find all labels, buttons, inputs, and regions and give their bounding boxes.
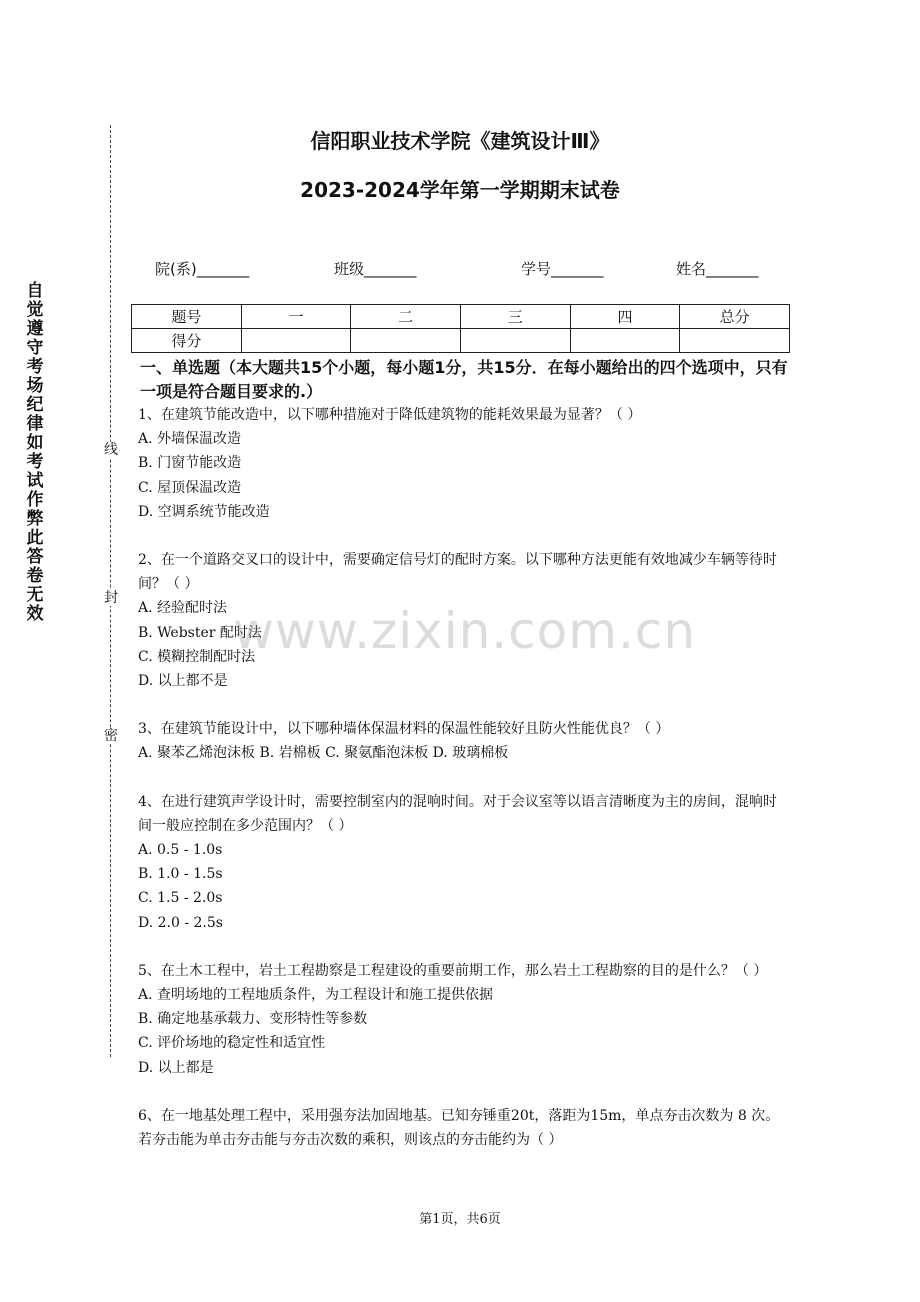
question-1 [138, 403, 788, 524]
question-option: D. 以上都是 [138, 1059, 214, 1076]
question-6 [138, 1104, 788, 1152]
score-cell [351, 329, 461, 353]
dept-field: 院(系)_______ [155, 260, 250, 278]
question-option: D. 空调系统节能改造 [138, 503, 270, 520]
question-option: A. 经验配时法 [138, 600, 228, 617]
exam-subtitle: 2023-2024学年第一学期期末试卷 [300, 178, 620, 202]
score-header-cell: 题号 [132, 305, 242, 329]
seal-line-char: 线 [104, 442, 118, 458]
score-header-cell: 二 [351, 305, 461, 329]
question-stem: 1、在建筑节能改造中，以下哪种措施对于降低建筑物的能耗效果最为显著？（ ） [138, 407, 642, 423]
score-header-cell: 三 [460, 305, 570, 329]
section-heading: 一、单选题（本大题共15个小题，每小题1分，共15分．在每小题给出的四个选项中，只有一项是符合题目要求的.） [140, 358, 788, 401]
seal-secret-char: 密 [104, 728, 118, 744]
score-cell [680, 329, 790, 353]
question-option: B. 门窗节能改造 [138, 455, 242, 472]
seal-seal-char: 封 [104, 590, 118, 606]
question-stem: 5、在土木工程中，岩土工程勘察是工程建设的重要前期工作，那么岩土工程勘察的目的是什么？（ ） [138, 962, 768, 979]
page-footer: 第1页，共6页 [419, 1212, 501, 1227]
question-option: C. 评价场地的稳定性和适宜性 [138, 1035, 326, 1052]
question-option: A. 0.5 - 1.0s [138, 842, 223, 859]
question-option: C. 屋顶保温改造 [138, 479, 242, 496]
exam-discipline-notice: 自觉遵守考场纪律如考试作弊此答卷无效 [26, 281, 44, 624]
question-option: D. 以上都不是 [138, 673, 228, 690]
question-option: A. 外墙保温改造 [138, 431, 242, 448]
question-option: C. 模糊控制配时法 [138, 648, 256, 665]
question-3 [138, 717, 788, 765]
score-table [131, 304, 790, 353]
question-option: A. 查明场地的工程地质条件，为工程设计和施工提供依据 [138, 987, 494, 1004]
exam-title: 信阳职业技术学院《建筑设计Ⅲ》 [310, 129, 610, 153]
score-cell [570, 329, 680, 353]
score-cell [241, 329, 351, 353]
score-header-cell: 一 [241, 305, 351, 329]
question-option: B. 确定地基承载力、变形特性等参数 [138, 1011, 368, 1028]
score-header-cell: 总分 [680, 305, 790, 329]
question-stem: 3、在建筑节能设计中，以下哪种墙体保温材料的保温性能较好且防火性能优良？（ ） [138, 721, 670, 738]
name-field: 姓名_______ [676, 260, 759, 278]
question-option: B. Webster 配时法 [138, 624, 262, 641]
question-option: A. 聚苯乙烯泡沫板 B. 岩棉板 C. 聚氨酯泡沫板 D. 玻璃棉板 [138, 745, 509, 762]
question-option: C. 1.5 - 2.0s [138, 890, 223, 907]
score-table-row [132, 329, 790, 353]
score-table-header-row [132, 305, 790, 329]
question-stem: 2、在一个道路交叉口的设计中，需要确定信号灯的配时方案。以下哪种方法更能有效地减少车辆等待时间？（ ） [138, 552, 777, 593]
question-stem: 4、在进行建筑声学设计时，需要控制室内的混响时间。对于会议室等以语言清晰度为主的房间，混响时间一般应控制在多少范围内？（ ） [138, 793, 777, 834]
question-4 [138, 790, 788, 935]
question-option: D. 2.0 - 2.5s [138, 914, 223, 931]
score-header-cell: 四 [570, 305, 680, 329]
question-5 [138, 959, 788, 1080]
watermark: www.zixin.com.cn [233, 602, 697, 660]
class-field: 班级_______ [334, 260, 417, 278]
score-cell [460, 329, 570, 353]
question-2 [138, 548, 788, 693]
question-option: B. 1.0 - 1.5s [138, 866, 223, 883]
question-list [138, 403, 788, 1176]
question-stem: 6、在一地基处理工程中，采用强夯法加固地基。已知夯锤重20t，落距为15m，单点夯击次数为 8 次。若夯击能为单击夯击能与夯击次数的乘积，则该点的夯击能约为（ ） [138, 1107, 780, 1149]
student-id-field: 学号_______ [521, 260, 604, 278]
score-row-label: 得分 [132, 329, 242, 353]
